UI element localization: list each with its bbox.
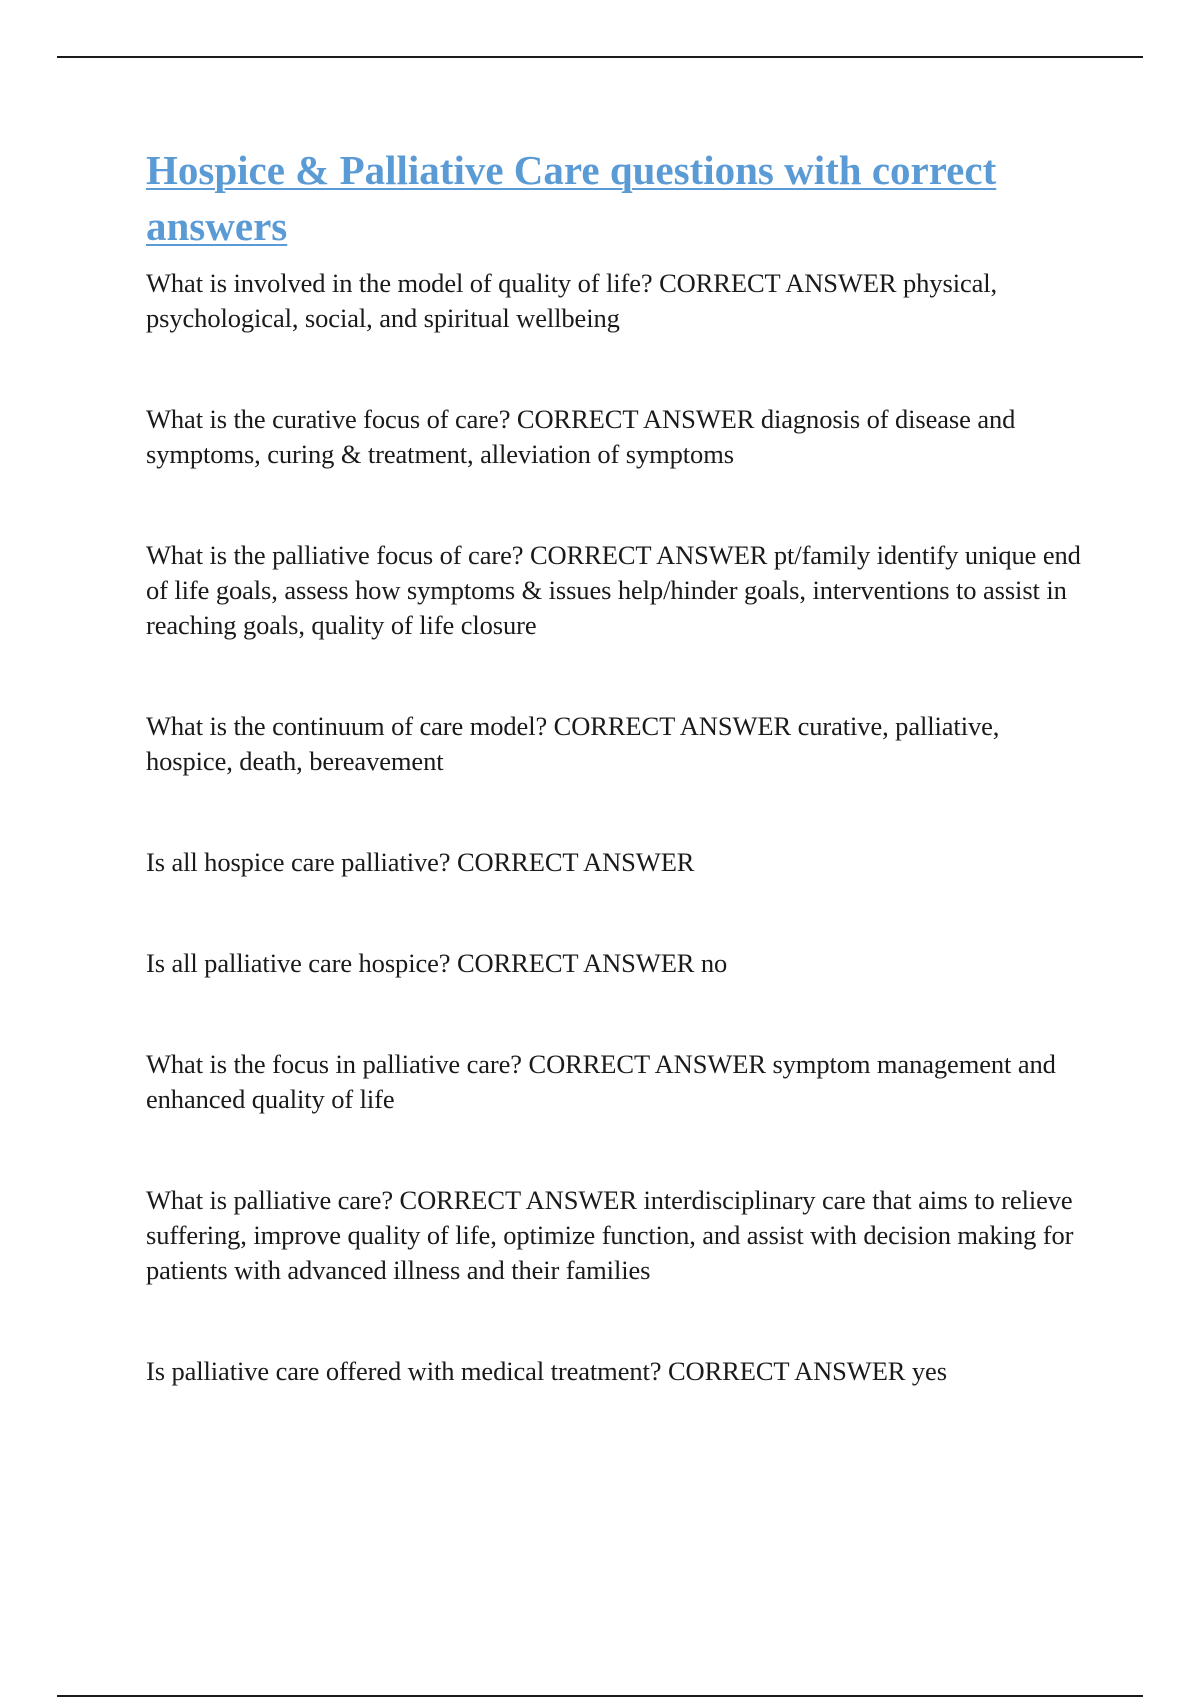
answer-marker: CORRECT ANSWER — [399, 1185, 637, 1215]
qa-item — [146, 709, 1091, 779]
question-text: What is the continuum of care model? — [146, 711, 548, 741]
qa-item — [146, 845, 1091, 880]
qa-item — [146, 538, 1091, 643]
answer-marker: CORRECT ANSWER — [456, 948, 695, 978]
answer-marker: CORRECT ANSWER — [516, 404, 755, 434]
answer-text: interdisciplinary care that aims to relieve suffering, improve quality of life, optimize function, and assist with decision making for patients with advanced illness and their families — [146, 1185, 1074, 1285]
qa-item — [146, 266, 1091, 336]
header-rule — [57, 56, 1143, 58]
qa-item — [146, 1183, 1091, 1288]
document-title[interactable]: Hospice & Palliative Care questions with correct answers — [146, 147, 997, 249]
answer-text: physical, psychological, social, and spiritual wellbeing — [146, 268, 998, 333]
answer-marker: CORRECT ANSWER — [528, 1049, 766, 1079]
question-text: What is involved in the model of quality of life? — [146, 268, 653, 298]
answer-marker: CORRECT ANSWER — [456, 847, 695, 877]
answer-text: curative, palliative, hospice, death, bereavement — [146, 711, 1000, 776]
qa-list — [146, 266, 1091, 1389]
answer-marker: CORRECT ANSWER — [659, 268, 897, 298]
question-text: What is the focus in palliative care? — [146, 1049, 522, 1079]
qa-item — [146, 402, 1091, 472]
qa-item — [146, 1354, 1091, 1389]
question-text: Is all palliative care hospice? — [146, 948, 451, 978]
answer-text: yes — [911, 1356, 947, 1386]
footer-rule — [57, 1695, 1143, 1697]
answer-marker: CORRECT ANSWER — [667, 1356, 906, 1386]
answer-text: no — [700, 948, 728, 978]
answer-text: symptom management and enhanced quality of life — [146, 1049, 1056, 1114]
qa-item — [146, 1047, 1091, 1117]
question-text: What is palliative care? — [146, 1185, 394, 1215]
question-text: Is all hospice care palliative? — [146, 847, 451, 877]
qa-item — [146, 946, 1091, 981]
document-body — [146, 142, 1091, 1455]
question-text: What is the palliative focus of care? — [146, 540, 524, 570]
answer-text: diagnosis of disease and symptoms, curing & treatment, alleviation of symptoms — [146, 404, 1016, 469]
answer-text: pt/family identify unique end of life goals, assess how symptoms & issues help/hinder goals, interventions to assist in reaching goals, quality of life closure — [146, 540, 1081, 640]
answer-marker: CORRECT ANSWER — [529, 540, 768, 570]
answer-marker: CORRECT ANSWER — [553, 711, 792, 741]
question-text: Is palliative care offered with medical treatment? — [146, 1356, 662, 1386]
question-text: What is the curative focus of care? — [146, 404, 511, 434]
